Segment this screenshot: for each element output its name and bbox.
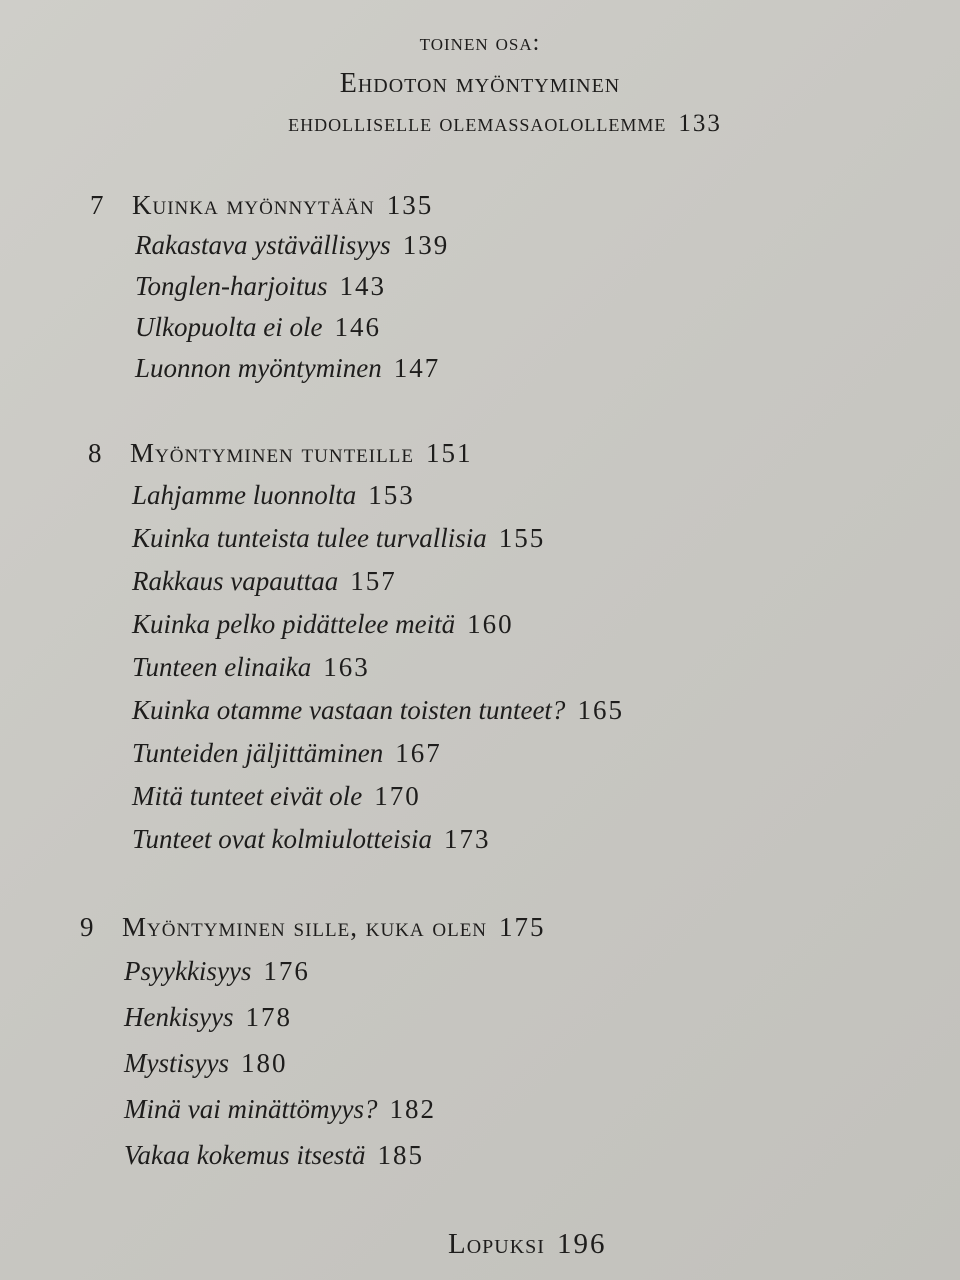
toc-section[interactable]	[132, 609, 514, 640]
section-title: Kuinka tunteista tulee turvallisia	[132, 523, 487, 553]
section-title: Psyykkisyys	[124, 956, 252, 986]
page-number: 175	[499, 912, 546, 942]
page-number: 139	[402, 230, 450, 260]
chapter-number: 8	[88, 438, 103, 468]
section-title: Rakastava ystävällisyys	[135, 230, 391, 260]
page-number: 196	[556, 1228, 607, 1260]
page-number: 147	[393, 353, 441, 383]
toc-section[interactable]	[135, 230, 449, 261]
toc-chapter-8[interactable]	[88, 438, 472, 469]
chapter-title: Myöntyminen tunteille	[130, 438, 414, 468]
entry-title: Lopuksi	[448, 1228, 545, 1260]
toc-section[interactable]	[132, 652, 370, 683]
page-number: 146	[334, 312, 381, 342]
toc-entry-closing[interactable]	[448, 1228, 606, 1261]
section-title: Ulkopuolta ei ole	[135, 312, 323, 342]
part-subtitle-text: ehdolliselle olemassaolollemme	[288, 110, 667, 137]
page-number: 170	[374, 781, 421, 811]
toc-section[interactable]	[135, 271, 386, 302]
toc-chapter-9[interactable]	[80, 912, 546, 943]
page-number: 135	[386, 190, 434, 220]
section-title: Tonglen-harjoitus	[135, 271, 328, 301]
page-number: 157	[350, 566, 397, 596]
toc-section[interactable]	[124, 1002, 292, 1033]
chapter-title: Myöntyminen sille, kuka olen	[122, 912, 488, 942]
page-number: 167	[395, 738, 442, 768]
section-title: Kuinka otamme vastaan toisten tunteet?	[132, 695, 566, 725]
section-title: Tunteet ovat kolmiulotteisia	[132, 824, 432, 854]
toc-section[interactable]	[132, 824, 490, 855]
toc-section[interactable]	[132, 480, 415, 511]
chapter-number: 9	[80, 912, 95, 942]
chapter-title: Kuinka myönnytään	[132, 190, 375, 220]
chapter-number: 7	[90, 190, 105, 220]
section-title: Minä vai minättömyys?	[124, 1094, 378, 1124]
toc-section[interactable]	[124, 956, 310, 987]
page-number: 180	[240, 1048, 288, 1078]
toc-section[interactable]	[124, 1140, 424, 1171]
toc-section[interactable]	[132, 781, 421, 812]
page-number: 151	[425, 438, 473, 468]
page-number: 160	[467, 609, 514, 639]
part-subtitle	[0, 110, 960, 138]
section-title: Lahjamme luonnolta	[132, 480, 357, 510]
toc-section[interactable]	[132, 566, 397, 597]
toc-section[interactable]	[132, 738, 442, 769]
page-number: 182	[389, 1094, 436, 1124]
toc-section[interactable]	[135, 312, 381, 343]
page-number: 173	[443, 824, 491, 854]
toc-chapter-7[interactable]	[90, 190, 433, 221]
page-number: 176	[263, 956, 310, 986]
page-number: 185	[377, 1140, 424, 1170]
part-label: toinen osa:	[419, 30, 541, 56]
section-title: Mystisyys	[124, 1048, 229, 1078]
section-title: Tunteiden jäljittäminen	[132, 738, 384, 768]
toc-section[interactable]	[132, 523, 545, 554]
toc-section[interactable]	[124, 1048, 287, 1079]
page-number: 163	[323, 652, 370, 682]
section-title: Luonnon myöntyminen	[135, 353, 382, 383]
part-title: Ehdoton myöntyminen	[339, 68, 621, 99]
page-number: 143	[339, 271, 387, 301]
page-number: 153	[368, 480, 415, 510]
toc-section[interactable]	[135, 353, 440, 384]
toc-section[interactable]	[124, 1094, 436, 1125]
page-number: 165	[577, 695, 624, 725]
page-number: 133	[678, 110, 722, 137]
section-title: Rakkaus vapauttaa	[132, 566, 339, 596]
section-title: Mitä tunteet eivät ole	[132, 781, 363, 811]
page-number: 178	[245, 1002, 292, 1032]
toc-section[interactable]	[132, 695, 624, 726]
section-title: Tunteen elinaika	[132, 652, 312, 682]
page-number: 155	[498, 523, 546, 553]
section-title: Kuinka pelko pidättelee meitä	[132, 609, 456, 639]
section-title: Henkisyys	[124, 1002, 234, 1032]
section-title: Vakaa kokemus itsestä	[124, 1140, 366, 1170]
